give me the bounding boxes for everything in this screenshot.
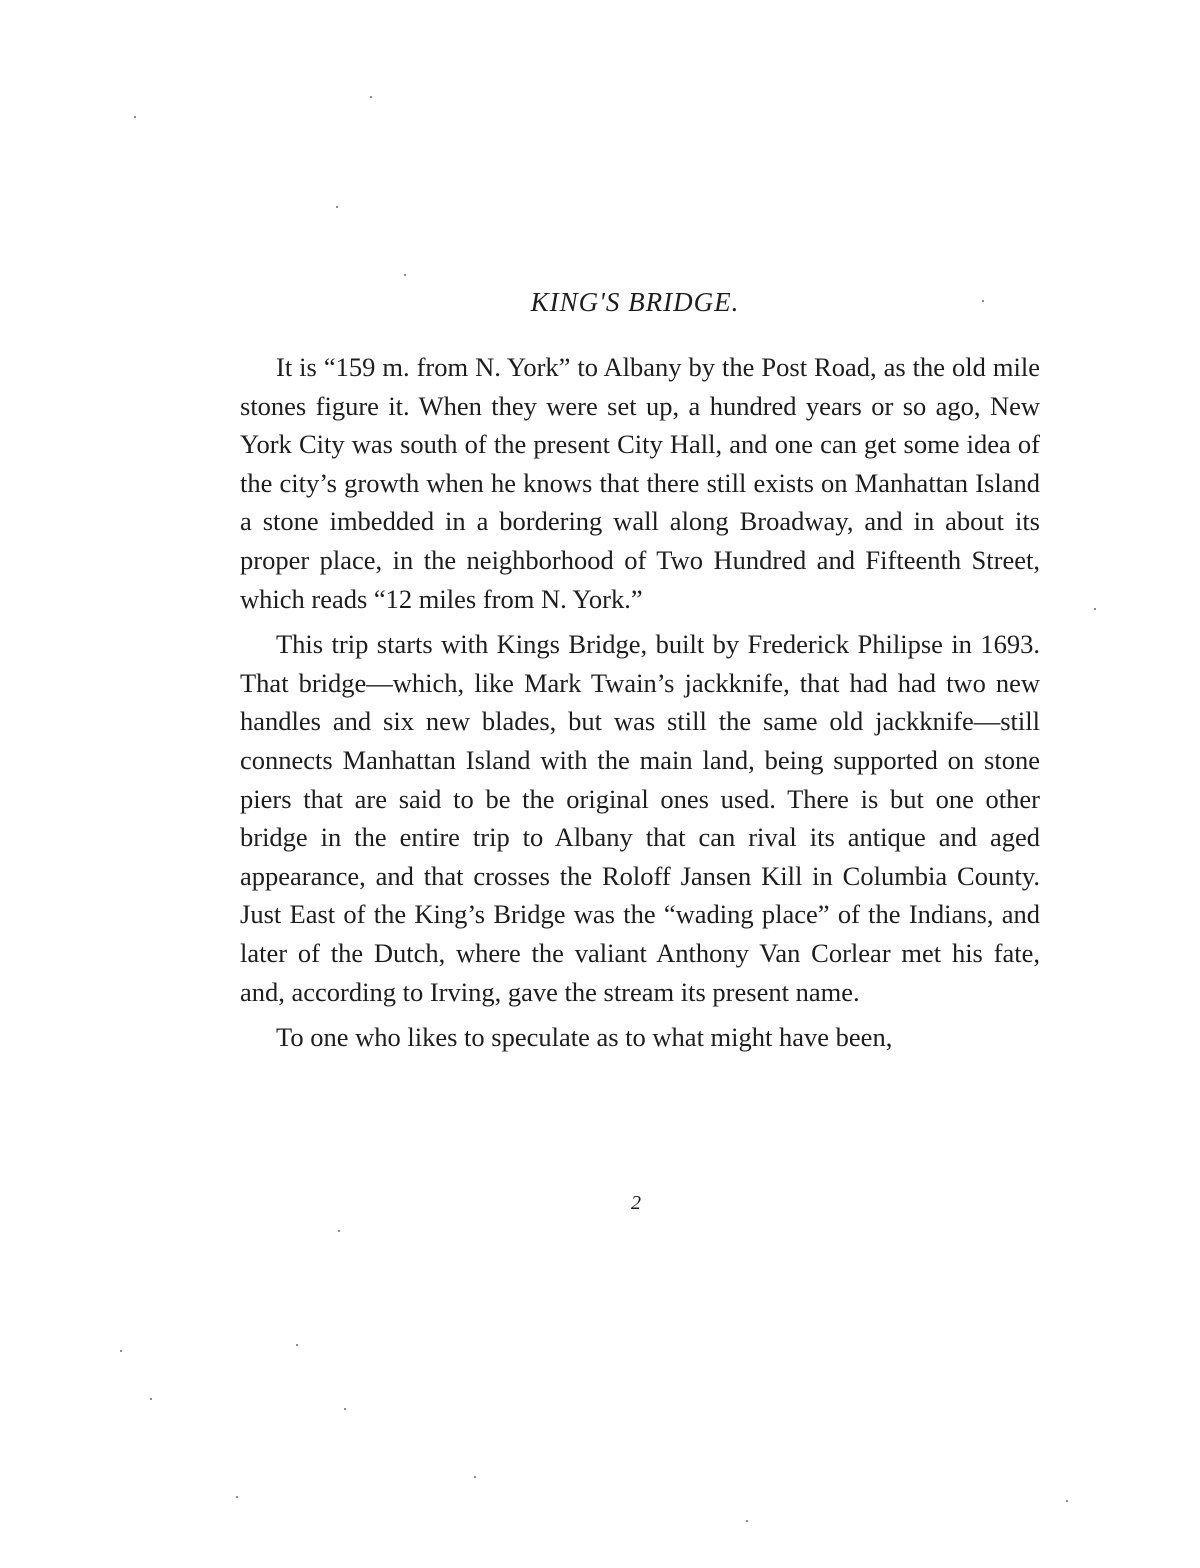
scan-speck — [338, 1230, 340, 1232]
scan-speck — [336, 206, 338, 208]
scan-speck — [296, 1344, 298, 1346]
scan-speck — [120, 1350, 122, 1352]
scan-speck — [474, 1476, 476, 1478]
paragraph-3: To one who likes to speculate as to what might have been, — [276, 1022, 893, 1053]
scan-speck — [134, 116, 136, 118]
scan-speck — [1066, 1500, 1068, 1502]
chapter-title: KING'S BRIDGE. — [530, 287, 740, 317]
page-number: 2 — [631, 1192, 641, 1214]
scan-speck — [370, 96, 372, 98]
scan-speck — [344, 1408, 346, 1410]
paragraph-2: This trip starts with Kings Bridge, built by Frederick Philipse in 1693. That bridge—which, like Mark Twain’s jackknife, that had had two new handles and six new blades, but was still the same old jackknife—still connects Manhattan Island with the main land, being supported on stone piers that are said to be the original ones used. There is but one other bridge in the entire trip to Albany that can rival its antique and aged appearance, and that crosses the Roloff Jansen Kill in Columbia County. Just East of the King’s Bridge was the “wading place” of the Indians, and later of the Dutch, where the valiant Anthony Van Corlear met his fate, and, according to Irving, gave the stream its present name. — [240, 629, 1040, 1007]
paragraph-1: It is “159 m. from N. York” to Albany by the Post Road, as the old mile stones figure it. When they were set up, a hundred years or so ago, New York City was south of the present City Hall, and one can get some idea of the city’s growth when he knows that there still exists on Manhattan Island a stone imbedded in a bordering wall along Broadway, and in about its proper place, in the neighborhood of Two Hundred and Fifteenth Street, which reads “12 miles from N. York.” — [240, 352, 1040, 614]
scan-speck — [236, 1496, 238, 1498]
scan-speck — [404, 274, 406, 276]
body-text — [240, 348, 1040, 1064]
scan-speck — [150, 1398, 152, 1400]
scan-speck — [746, 1520, 748, 1522]
scan-speck — [982, 300, 984, 302]
scan-speck — [1094, 608, 1096, 610]
